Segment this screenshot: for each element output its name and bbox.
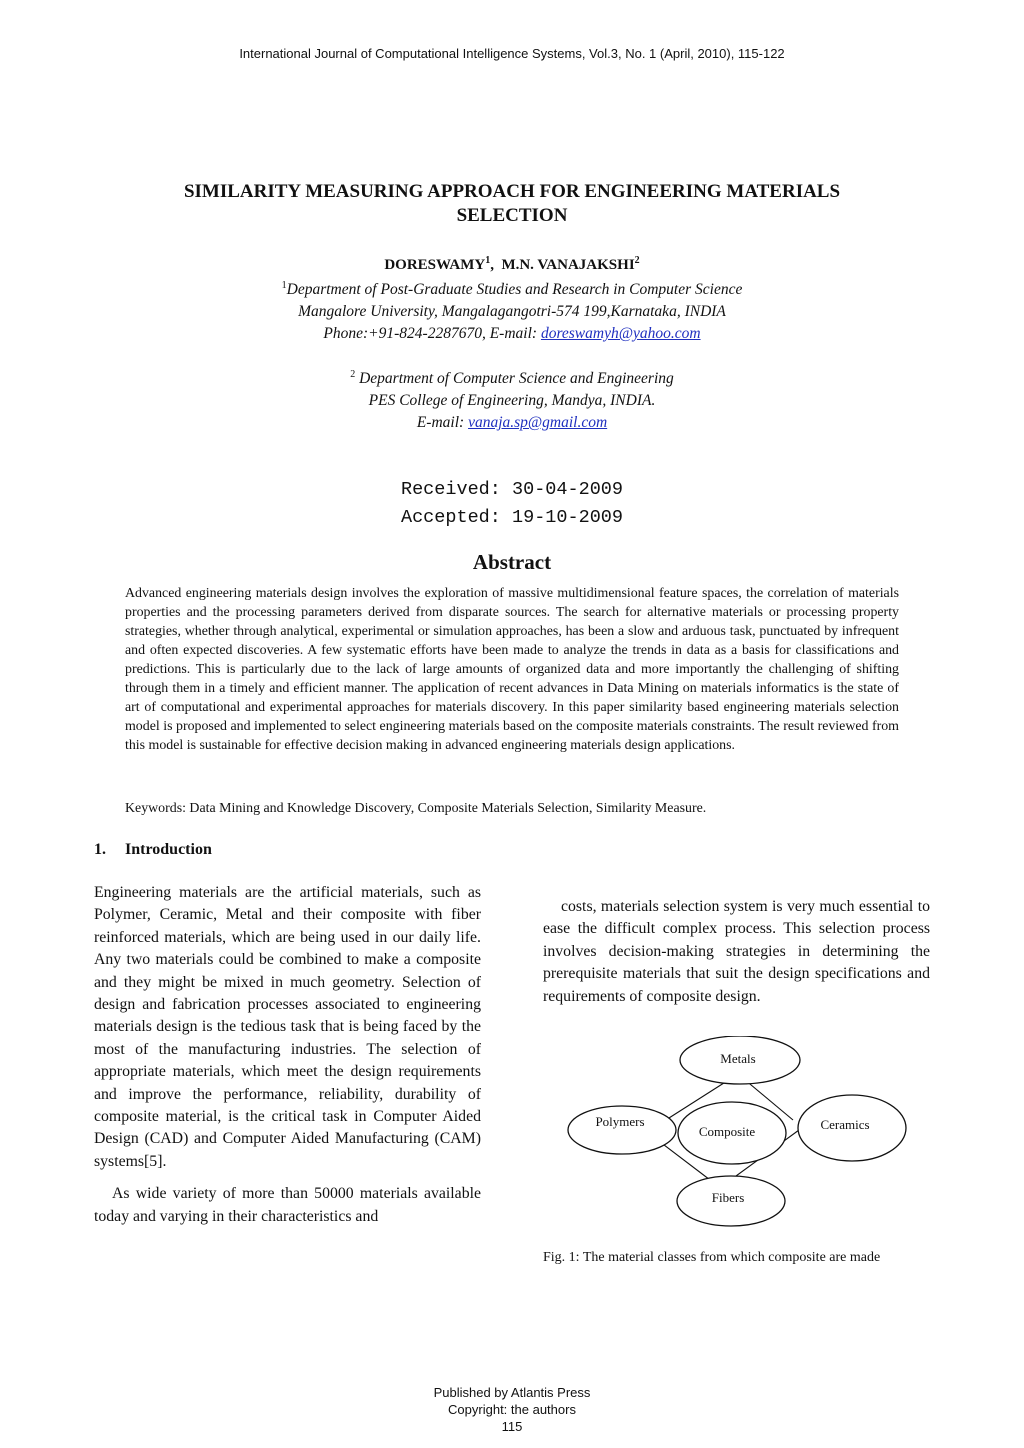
affiliation-2-email-label: E-mail: xyxy=(416,414,469,432)
left-column xyxy=(94,882,481,1228)
abstract-heading: Abstract xyxy=(472,550,552,574)
dates xyxy=(0,476,1024,532)
affiliation-1-phone: Phone:+91-824-2287670, E-mail: xyxy=(323,325,541,343)
affiliation-1 xyxy=(0,275,1024,345)
received-date: Received: 30-04-2009 xyxy=(400,479,624,500)
author-1: DORESWAMY xyxy=(384,257,486,273)
page-number: 115 xyxy=(501,1419,523,1434)
footer-copyright: Copyright: the authors xyxy=(448,1402,576,1417)
accepted-date: Accepted: 19-10-2009 xyxy=(400,507,624,528)
label-ceramics: Ceramics xyxy=(820,1117,870,1132)
intro-paragraph-3: costs, materials selection system is very much essential to ease the difficult complex process. This selection process involves decision-making strategies in determining the prerequisite materials that suit the design specifications and requirements of composite design. xyxy=(543,898,930,1005)
right-column xyxy=(543,896,930,1008)
footer xyxy=(0,1384,1024,1435)
author-2-sup: 2 xyxy=(634,255,640,266)
intro-paragraph-1: Engineering materials are the artificial materials, such as Polymer, Ceramic, Metal and their composite with fiber reinforced materials, which are being used in our daily life. Any two materials could be combined to make a composite and they might be mixed in much geometry. Selection of design and fabrication processes associated to engineering materials design is the tedious task that is being faced by the most of the manufacturing industries. The selection of appropriate materials, which meet the design requirements and improve the performance, reliability, durability of composite material, is the critical task in Computer Aided Design (CAD) and Computer Aided Manufacturing (CAM) systems[5]. xyxy=(94,884,481,1170)
label-fibers: Fibers xyxy=(711,1190,745,1205)
affiliation-1-sup: 1 xyxy=(281,280,287,291)
email-link-1[interactable]: doreswamyh@yahoo.com xyxy=(540,325,701,343)
paper-title-line1: SIMILARITY MEASURING APPROACH FOR ENGINEERING MATERIALS xyxy=(183,181,841,202)
author-1-sup: 1 xyxy=(485,255,491,266)
affiliation-2-sup: 2 xyxy=(350,369,356,380)
affiliation-2 xyxy=(0,364,1024,434)
author-separator: , xyxy=(490,257,494,273)
keywords: Keywords: Data Mining and Knowledge Discovery, Composite Materials Selection, Similarity Measure. xyxy=(125,801,707,816)
intro-paragraph-2: As wide variety of more than 50000 materials available today and varying in their characteristics and xyxy=(94,1185,481,1225)
material-classes-diagram xyxy=(560,1036,920,1236)
label-composite: Composite xyxy=(698,1124,756,1139)
affiliation-1-line1: Department of Post-Graduate Studies and Research in Computer Science xyxy=(286,281,743,299)
abstract-text: Advanced engineering materials design involves the exploration of massive multidimensional feature spaces, the correlation of materials properties and the processing parameters derived from disparate sources. The search for alternative materials or processing property strategies, whether through analytical, experimental or simulation approaches, has been a slow and arduous task, punctuated by infrequent and often expected discoveries. A few systematic efforts have been made to analyze the trends in data as a basis for classifications and predictions. This is particularly due to the lack of large amounts of organized data and more importantly the challenging of shifting through them in a timely and efficient manner. The application of recent advances in Data Mining on materials informatics is the state of art of computational and experimental approaches for materials discovery. In this paper similarity based engineering materials selection model is proposed and implemented to select engineering materials based on the composite materials constraints. The result reviewed from this model is sustainable for effective decision making in advanced engineering materials design applications. xyxy=(125,586,899,753)
footer-publisher: Published by Atlantis Press xyxy=(433,1385,591,1400)
affiliation-2-line1: Department of Computer Science and Engineering xyxy=(359,370,674,388)
section-title: Introduction xyxy=(125,841,212,858)
paper-title-line2: SELECTION xyxy=(456,205,568,226)
email-link-2[interactable]: vanaja.sp@gmail.com xyxy=(468,414,608,432)
label-polymers: Polymers xyxy=(595,1114,645,1129)
section-heading xyxy=(94,841,212,859)
label-metals: Metals xyxy=(720,1051,756,1066)
figure-caption: Fig. 1: The material classes from which composite are made xyxy=(543,1250,881,1265)
author-2: M.N. VANAJAKSHI xyxy=(501,257,635,273)
paper-title xyxy=(100,180,924,228)
affiliation-1-line2: Mangalore University, Mangalagangotri-574 199,Karnataka, INDIA xyxy=(298,303,726,321)
affiliation-2-line2: PES College of Engineering, Mandya, INDIA. xyxy=(368,392,656,410)
journal-header: International Journal of Computational Intelligence Systems, Vol.3, No. 1 (April, 2010), 115-122 xyxy=(239,46,785,61)
authors xyxy=(0,255,1024,274)
section-number: 1. xyxy=(94,841,106,858)
